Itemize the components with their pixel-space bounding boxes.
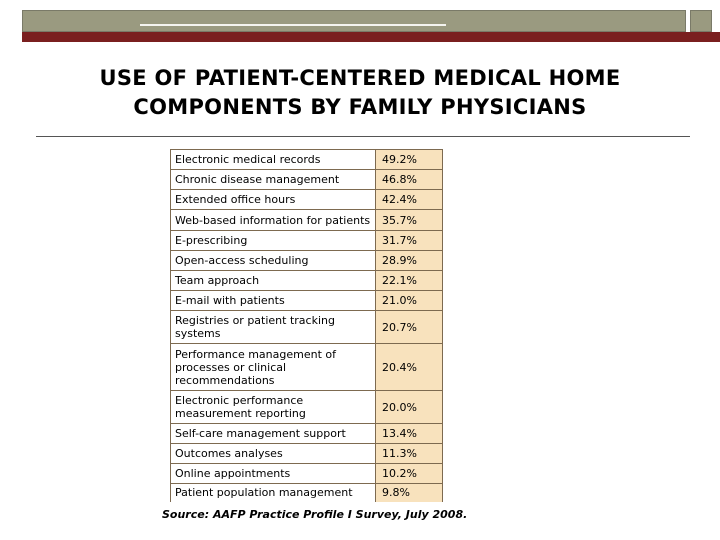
header-line (140, 24, 446, 26)
row-label: Registries or patient tracking systems (171, 311, 376, 344)
row-value: 20.7% (376, 311, 443, 344)
row-value: 46.8% (376, 170, 443, 190)
table-row (171, 210, 443, 231)
row-value: 20.0% (376, 391, 443, 424)
table-row (171, 190, 443, 210)
table-row (171, 484, 443, 502)
row-value: 35.7% (376, 210, 443, 231)
table-row (171, 424, 443, 444)
row-label: E-prescribing (171, 231, 376, 251)
table-row (171, 344, 443, 391)
row-value: 22.1% (376, 271, 443, 291)
row-value: 20.4% (376, 344, 443, 391)
row-value: 21.0% (376, 291, 443, 311)
row-label: Extended office hours (171, 190, 376, 210)
row-value: 31.7% (376, 231, 443, 251)
header-bar (22, 10, 686, 32)
row-label: Online appointments (171, 464, 376, 484)
table-row (171, 311, 443, 344)
row-label: Electronic medical records (171, 150, 376, 170)
row-value: 13.4% (376, 424, 443, 444)
row-label: Outcomes analyses (171, 444, 376, 464)
header-accent-bar (22, 32, 720, 42)
row-label: Self-care management support (171, 424, 376, 444)
row-label: Performance management of processes or clinical recommendations (171, 344, 376, 391)
row-label: Patient population management (171, 484, 376, 502)
title-divider (36, 136, 690, 137)
slide-title-line-2: COMPONENTS BY FAMILY PHYSICIANS (133, 95, 587, 119)
table-row (171, 464, 443, 484)
slide-title-line-1: USE OF PATIENT-CENTERED MEDICAL HOME (99, 66, 621, 90)
table-row (171, 391, 443, 424)
row-value: 49.2% (376, 150, 443, 170)
source-note: Source: AAFP Practice Profile I Survey, July 2008. (162, 508, 468, 521)
row-value: 28.9% (376, 251, 443, 271)
row-label: Electronic performance measurement reporting (171, 391, 376, 424)
row-label: Chronic disease management (171, 170, 376, 190)
header-decoration (22, 10, 720, 34)
table-row (171, 291, 443, 311)
row-label: Team approach (171, 271, 376, 291)
header-square (690, 10, 712, 32)
row-label: Web-based information for patients (171, 210, 376, 231)
slide-title (60, 64, 660, 122)
row-value: 10.2% (376, 464, 443, 484)
row-value: 42.4% (376, 190, 443, 210)
table-row (171, 251, 443, 271)
table-row (171, 170, 443, 190)
table-row (171, 271, 443, 291)
components-table (170, 149, 443, 502)
row-value: 11.3% (376, 444, 443, 464)
row-value: 9.8% (376, 484, 443, 502)
table-row (171, 444, 443, 464)
row-label: Open-access scheduling (171, 251, 376, 271)
table-row (171, 231, 443, 251)
row-label: E-mail with patients (171, 291, 376, 311)
table-row (171, 150, 443, 170)
